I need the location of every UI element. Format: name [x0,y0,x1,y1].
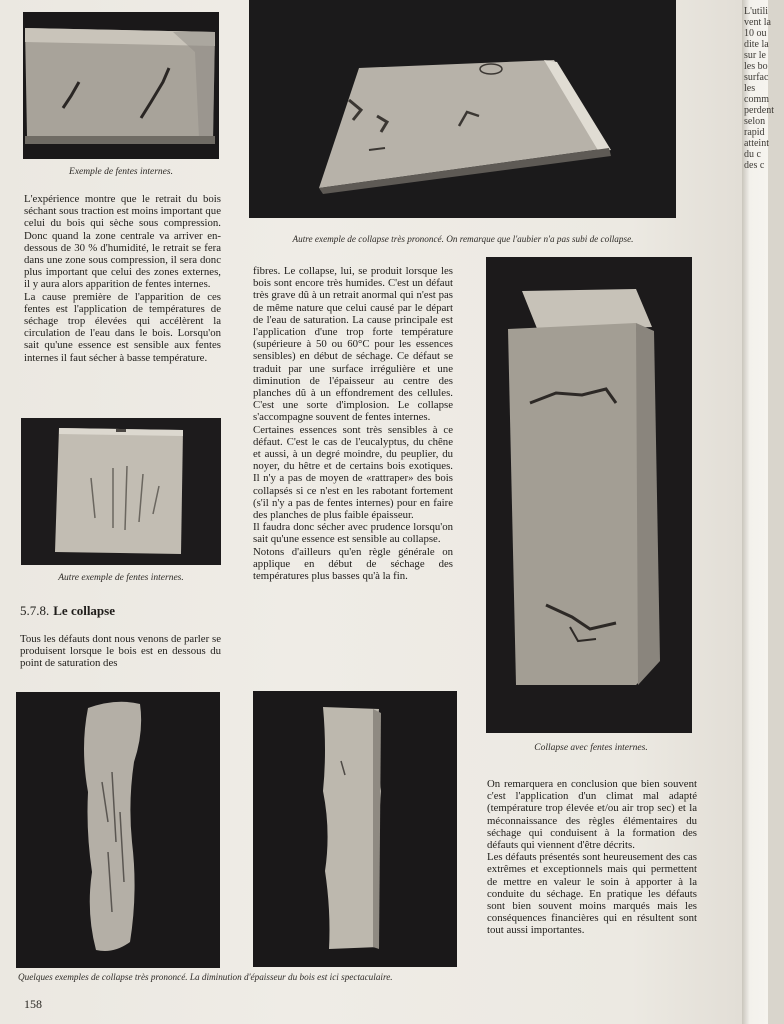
paragraph: On remarquera en conclusion que bien souvent c'est l'application d'un climat mal adapté (température trop élevée et/ou air trop sec) et la méconnaissance des règles élémentaires du séchage qui conduisent à la formation des défauts qui viennent d'être décrits. [487,778,697,852]
page-number: 158 [24,997,42,1011]
paragraph: Certaines essences sont très sensibles à ce défaut. C'est le cas de l'eucalyptus, du chêne et aussi, à un degré moindre, du peuplier, du noyer, du hêtre et de certains bois exotiques. Il n'y a pas de moyen de «rattraper» des bois collapsés si ce n'est en les rabotant fortement (s'il n'y a pas de fentes internes) pour en faire des planches de plus faible épaisseur. [253,423,453,522]
paragraph: Notons d'ailleurs qu'en règle générale on applique en début de séchage des températures plus basses qu'à la fin. [253,545,453,583]
photo-collapse-example-1 [16,692,220,968]
paragraph: La cause première de l'apparition de ces fentes est l'application de températures de séchage trop élevées qui accélèrent la circulation de l'eau dans le bois. Lorsqu'on sait qu'une essence est sensible aux fentes internes il faut sécher à basse température. [24,290,221,364]
photo-collapse-cracks [486,257,692,733]
next-page-edge [742,0,774,1024]
text-column-left-top [24,193,221,364]
caption-collapse-cracks: Collapse avec fentes internes. [534,743,648,753]
text-column-left-bottom [20,633,221,670]
paragraph: fibres. Le collapse, lui, se produit lorsque les bois sont encore très humides. C'est un défaut très grave dû à un retrait anormal qui n'est pas de même nature que celui causé par le départ de l'eau de saturation. La cause principale est l'application d'une trop forte température (supérieure à 50 ou 60°C pour les essences sensibles) en début de séchage. Ce défaut se traduit par une surface irrégulière et une diminution de l'épaisseur au centre des planches dû à un effondrement des cellules. C'est une sorte d'implosion. Le collapse s'accompagne souvent de fentes internes. [253,265,453,424]
photo-collapse-sapwood [249,0,676,218]
next-page-text-fragment: L'utili vent la 10 ou dite la sur le les bo surfac les comm perdent selon rapid atteint du c des c [744,6,774,171]
photo-collapse-example-2 [253,691,457,967]
caption-collapse-sapwood: Autre exemple de collapse très prononcé. On remarque que l'aubier n'a pas subi de collapse. [292,234,634,244]
caption-collapse-examples: Quelques exemples de collapse très prononcé. La diminution d'épaisseur du bois est ici spectaculaire. [18,972,393,982]
text-column-middle [253,265,453,582]
section-heading [20,603,115,619]
text-column-right [487,778,697,937]
photo-internal-cracks [23,12,219,159]
paragraph: L'expérience montre que le retrait du bois séchant sous traction est moins important que celui du bois qui sèche sous compression. Donc quand la zone centrale va arriver en-dessous de 30 % d'humidité, le retrait se fera dans une zone sous compression, il sera donc plus important que celui des zones externes, il y aura alors apparition de fentes internes. [24,193,221,291]
section-title: Le collapse [53,603,115,618]
photo-internal-cracks-2 [21,418,221,565]
caption-internal-cracks-2: Autre exemple de fentes internes. [58,573,184,583]
section-number: 5.7.8. [20,603,50,618]
caption-internal-cracks: Exemple de fentes internes. [69,167,173,177]
paragraph: Les défauts présentés sont heureusement des cas extrêmes et exceptionnels mais qui permettent de mettre en valeur le soin à apporter à la conduite du séchage. En pratique les défauts sont bien souvent moins marqués mais les conséquences financières qui en résultent sont tout aussi importantes. [487,851,697,937]
paragraph: Il faudra donc sécher avec prudence lorsqu'on sait qu'une essence est sensible au collapse. [253,521,453,546]
paragraph: Tous les défauts dont nous venons de parler se produisent lorsque le bois est en dessous du point de saturation des [20,633,221,670]
